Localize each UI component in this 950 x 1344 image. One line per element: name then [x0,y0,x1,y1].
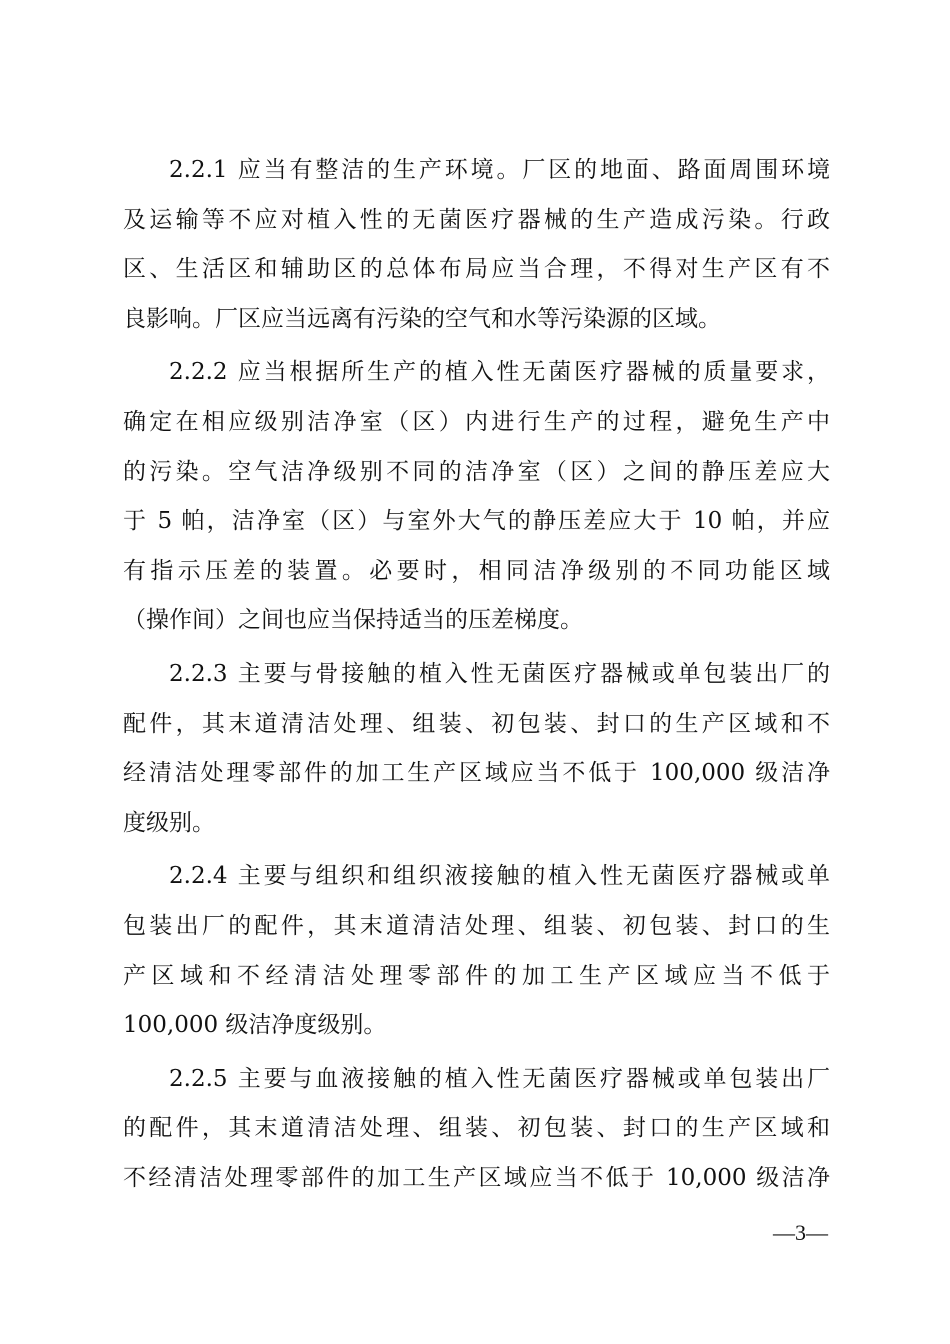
paragraph-2-2-4 [123,852,830,1050]
paragraph-line: 2.2.4 主要与组织和组织液接触的植入性无菌医疗器械或单 [169,863,830,890]
paragraph-line: 100,000 级洁净度级别。 [123,1012,387,1039]
paragraph-line: （操作间）之间也应当保持适当的压差梯度。 [123,607,583,634]
document-body [123,146,830,1207]
paragraph-2-2-5 [123,1055,830,1204]
paragraph-line: 2.2.5 主要与血液接触的植入性无菌医疗器械或单包装出厂 [169,1065,830,1092]
paragraph-2-2-1 [123,146,830,344]
paragraph-line: 及运输等不应对植入性的无菌医疗器械的生产造成污染。行政 [123,206,830,233]
paragraph-line: 的配件，其末道清洁处理、组装、初包装、封口的生产区域和 [123,1115,830,1142]
paragraph-line: 不经清洁处理零部件的加工生产区域应当不低于 10,000 级洁净 [123,1164,830,1191]
paragraph-line: 2.2.3 主要与骨接触的植入性无菌医疗器械或单包装出厂的 [169,660,830,687]
paragraph-line: 2.2.1 应当有整洁的生产环境。厂区的地面、路面周围环境 [169,157,830,183]
page-number: —3— [773,1220,828,1245]
paragraph-line: 确定在相应级别洁净室（区）内进行生产的过程，避免生产中 [123,408,830,435]
paragraph-line: 度级别。 [123,809,215,836]
paragraph-line: 区、生活区和辅助区的总体布局应当合理，不得对生产区有不 [123,256,830,283]
paragraph-line: 包装出厂的配件，其末道清洁处理、组装、初包装、封口的生 [123,912,830,939]
paragraph-line: 良影响。厂区应当远离有污染的空气和水等污染源的区域。 [123,305,721,332]
paragraph-line: 产区域和不经清洁处理零部件的加工生产区域应当不低于 [123,962,830,989]
paragraph-line: 配件，其末道清洁处理、组装、初包装、封口的生产区域和不 [123,710,830,737]
paragraph-line: 经清洁处理零部件的加工生产区域应当不低于 100,000 级洁净 [123,760,830,787]
paragraph-line: 有指示压差的装置。必要时，相同洁净级别的不同功能区域 [123,557,830,584]
paragraph-2-2-2 [123,348,830,646]
paragraph-line: 于 5 帕，洁净室（区）与室外大气的静压差应大于 10 帕，并应 [123,508,830,535]
paragraph-line: 2.2.2 应当根据所生产的植入性无菌医疗器械的质量要求， [169,359,830,386]
paragraph-2-2-3 [123,650,830,848]
paragraph-line: 的污染。空气洁净级别不同的洁净室（区）之间的静压差应大 [123,458,830,485]
